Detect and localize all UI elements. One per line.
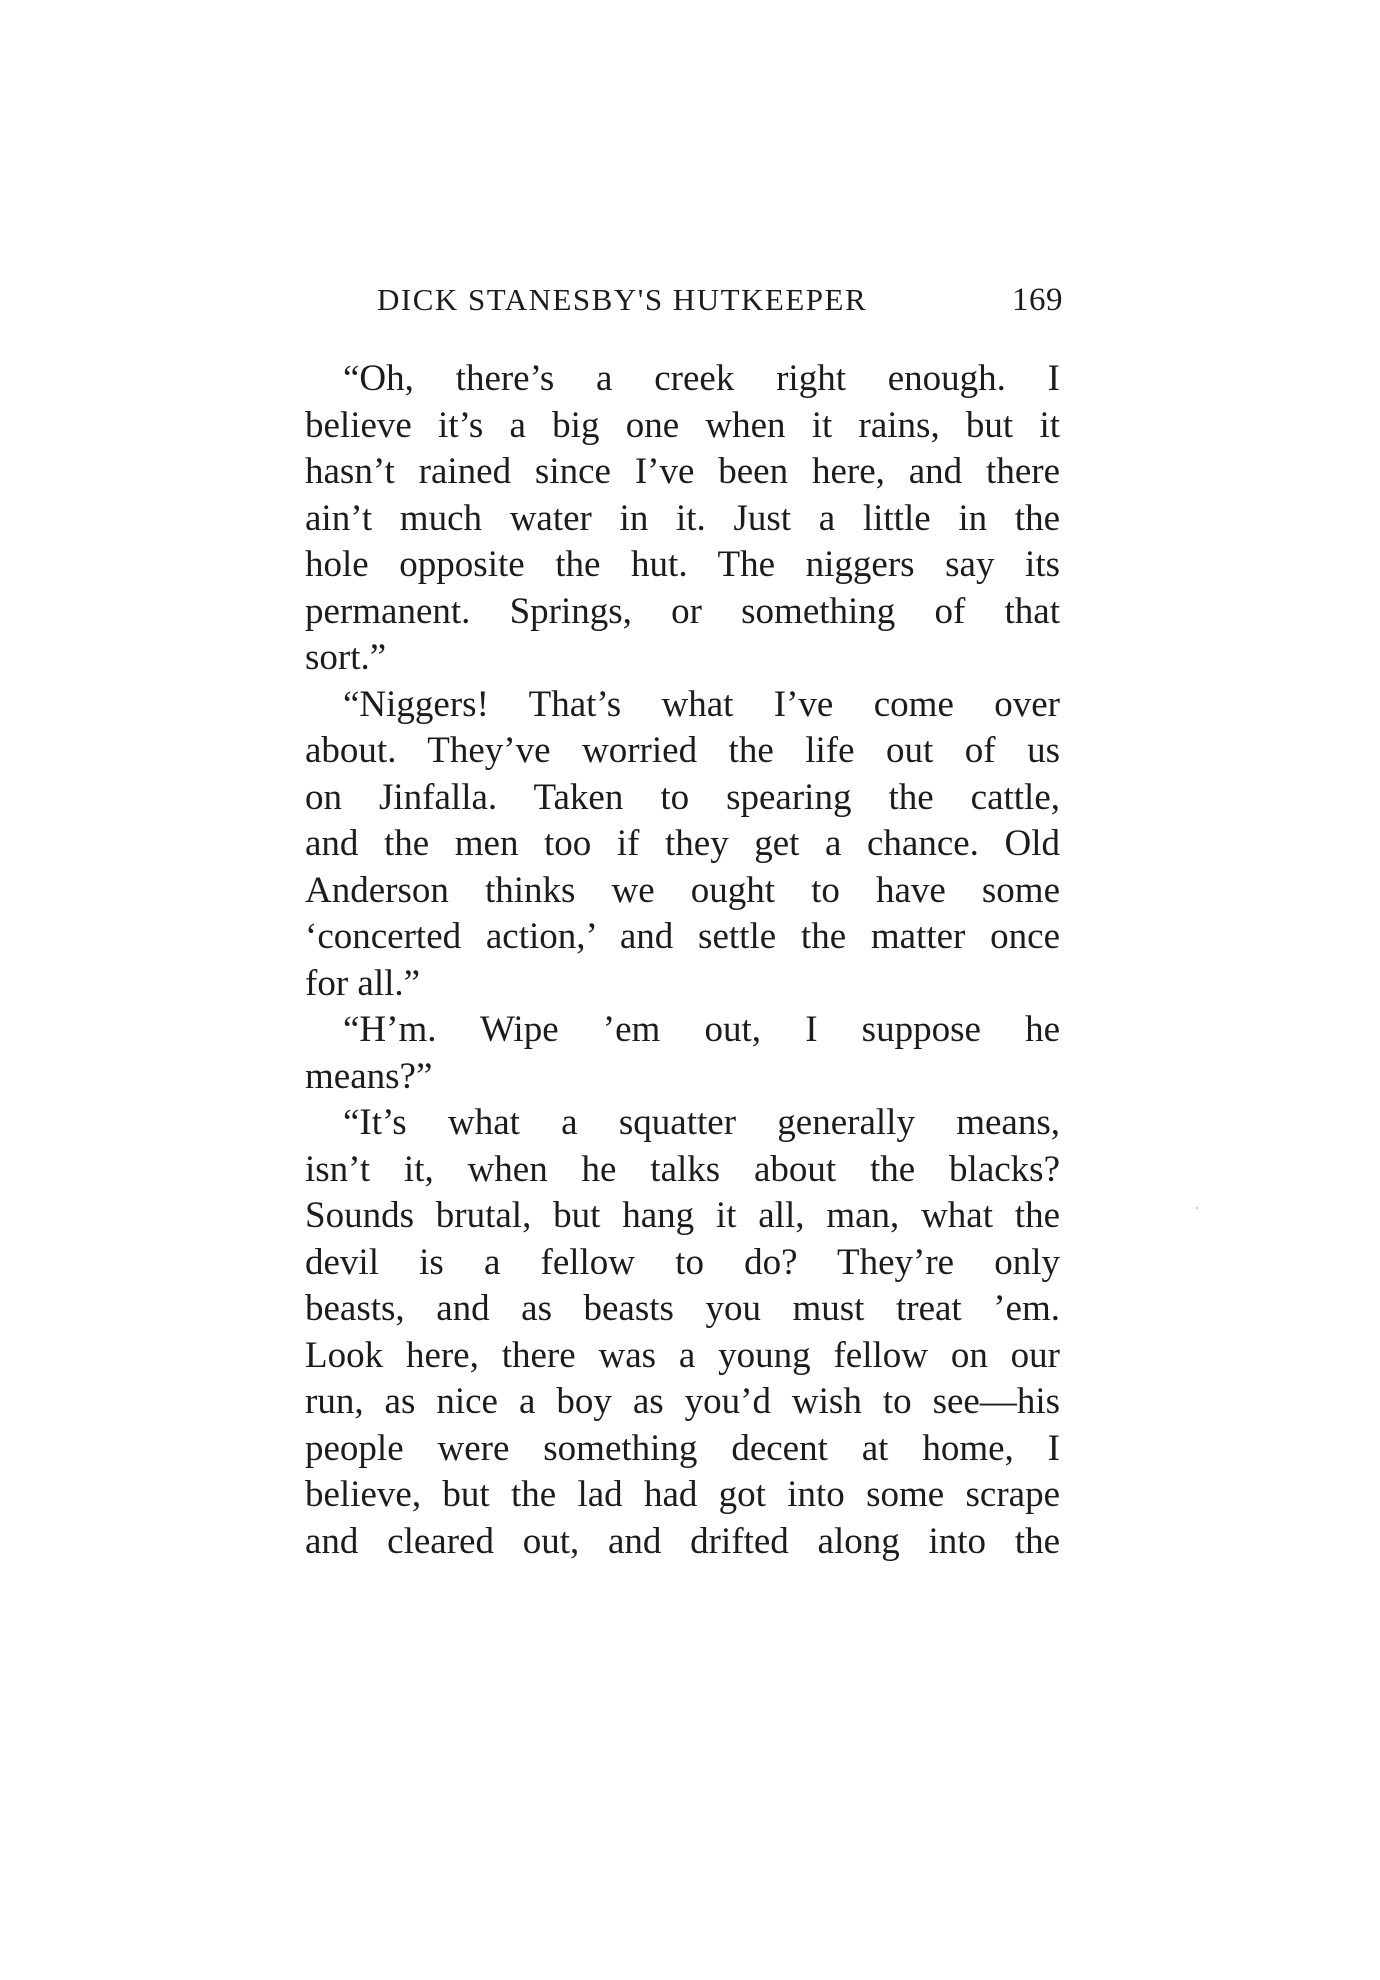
text-line: ‘concerted action,’ and settle the matter once (305, 916, 1060, 957)
text-line: permanent. Springs, or something of that (305, 590, 1060, 632)
text-line: “Oh, there’s a creek right enough. I (343, 358, 1060, 399)
text-line: “H’m. Wipe ’em out, I suppose he (343, 1009, 1060, 1050)
text-line: and the men too if they get a chance. Old (305, 823, 1060, 864)
text-line: ain’t much water in it. Just a little in the (305, 497, 1060, 539)
page-number: 169 (1012, 282, 1063, 318)
text-line: and cleared out, and drifted along into the (305, 1520, 1060, 1562)
text-line: devil is a fellow to do? They’re only (305, 1241, 1060, 1283)
text-line: for all.” (305, 962, 421, 1004)
text-line: Sounds brutal, but hang it all, man, what the (305, 1195, 1060, 1236)
text-line: run, as nice a boy as you’d wish to see—his (305, 1381, 1060, 1422)
text-line: beasts, and as beasts you must treat ’em. (305, 1288, 1060, 1329)
running-title: DICK STANESBY'S HUTKEEPER (377, 282, 868, 317)
text-line: Look here, there was a young fellow on our (305, 1334, 1060, 1376)
text-line: about. They’ve worried the life out of us (305, 730, 1060, 771)
text-line: people were something decent at home, I (305, 1427, 1060, 1469)
running-head (377, 282, 1067, 332)
text-line: isn’t it, when he talks about the blacks? (305, 1148, 1060, 1190)
text-line: means?” (305, 1055, 433, 1097)
text-line: believe, but the lad had got into some scrape (305, 1474, 1060, 1515)
text-line: hole opposite the hut. The niggers say its (305, 544, 1060, 585)
text-line: “It’s what a squatter generally means, (343, 1102, 1060, 1143)
text-line: hasn’t rained since I’ve been here, and there (305, 451, 1060, 492)
text-line: on Jinfalla. Taken to spearing the cattle, (305, 776, 1060, 818)
text-line: “Niggers! That’s what I’ve come over (343, 683, 1060, 725)
body-text (305, 356, 1060, 1565)
text-line: believe it’s a big one when it rains, but it (305, 404, 1060, 446)
text-line: Anderson thinks we ought to have some (305, 869, 1060, 911)
paper-speck (1196, 1207, 1198, 1209)
text-line: sort.” (305, 637, 387, 678)
